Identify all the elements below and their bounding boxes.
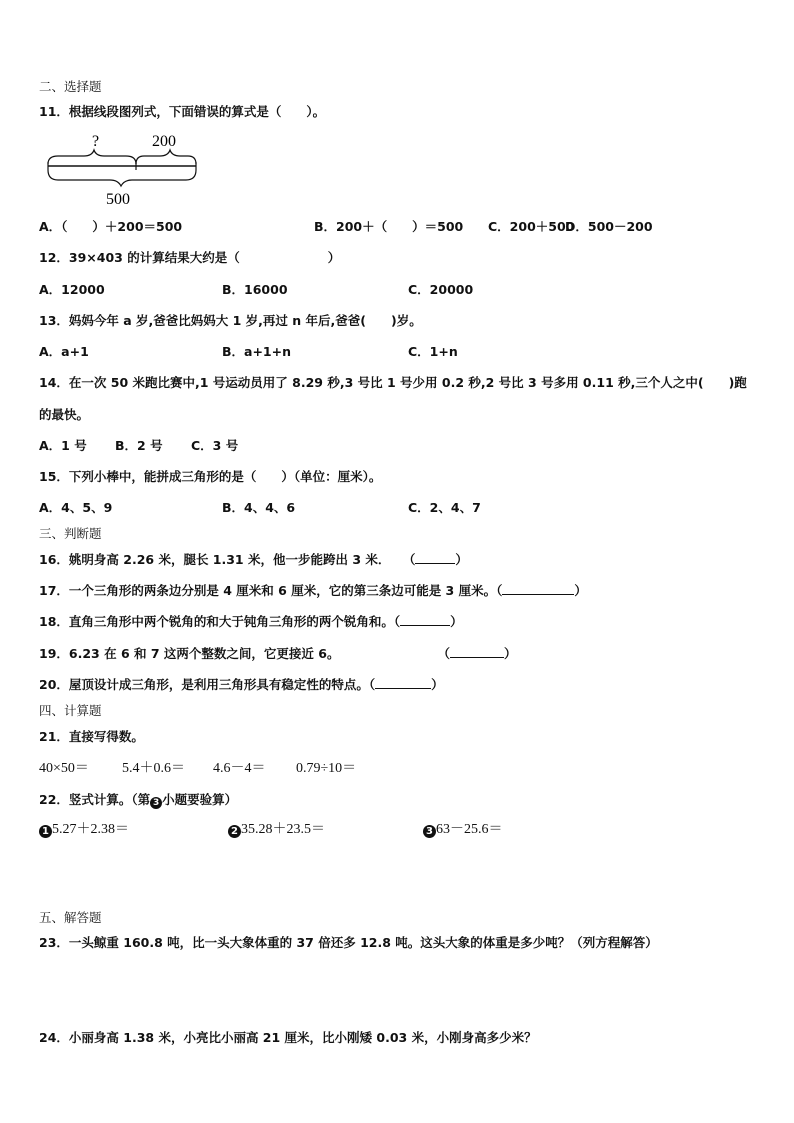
question-17: 17．一个三角形的两条边分别是 4 厘米和 6 厘米，它的第三条边可能是 3 厘米。（ ） (39, 583, 587, 598)
brace-part (136, 150, 196, 164)
q22-item-3: 3 63－25.6＝ (423, 822, 503, 838)
q15-option-b[interactable]: B．4、4、6 (222, 500, 296, 515)
section-heading-choice: 二、选择题 (39, 79, 102, 94)
q11-option-b[interactable]: B．200＋（ ）＝500 (314, 219, 464, 234)
question-12: 12．39×403 的计算结果大约是（ ） (39, 250, 341, 265)
q14-option-b[interactable]: B．2 号 (115, 438, 163, 453)
q21-item-4: 0.79÷10＝ (296, 761, 357, 776)
brace-unknown (48, 150, 136, 164)
diagram-part-label: 200 (152, 133, 176, 150)
answer-blank-18[interactable] (400, 614, 450, 626)
q15-option-a[interactable]: A．4、5、9 (39, 500, 113, 515)
q13-option-b[interactable]: B．a+1+n (222, 344, 292, 359)
line-segment-diagram (44, 128, 224, 208)
diagram-total-label: 500 (106, 191, 130, 208)
answer-blank-19[interactable] (450, 646, 504, 658)
q21-item-3: 4.6－4＝ (213, 761, 266, 776)
question-23: 23．一头鲸重 160.8 吨，比一头大象体重的 37 倍还多 12.8 吨。这头大象的体重是多少吨？（列方程解答） (39, 935, 658, 950)
question-14-cont: 的最快。 (39, 407, 90, 422)
question-22: 22．竖式计算。（第 3 小题要验算） (39, 792, 238, 808)
question-20: 20．屋顶设计成三角形，是利用三角形具有稳定性的特点。（ ） (39, 677, 444, 692)
section-heading-calc: 四、计算题 (39, 703, 102, 718)
question-13: 13．妈妈今年 a 岁,爸爸比妈妈大 1 岁,再过 n 年后,爸爸( )岁。 (39, 313, 422, 328)
q14-option-a[interactable]: A．1 号 (39, 438, 87, 453)
answer-blank-17[interactable] (502, 583, 574, 595)
question-15: 15．下列小棒中，能拼成三角形的是（ ）（单位：厘米）。 (39, 469, 382, 484)
answer-blank-20[interactable] (375, 677, 431, 689)
q12-option-b[interactable]: B．16000 (222, 282, 288, 297)
q22-item-2: 2 35.28＋23.5＝ (228, 822, 325, 838)
q11-option-a[interactable]: A．（ ）＋200＝500 (39, 219, 183, 234)
q22-item-1: 1 5.27＋2.38＝ (39, 822, 129, 838)
question-21: 21．直接写得数。 (39, 729, 144, 744)
q13-option-c[interactable]: C．1+n (408, 344, 458, 359)
brace-total (48, 170, 196, 186)
diagram-unknown-label: ? (92, 133, 100, 150)
section-heading-answer: 五、解答题 (39, 910, 102, 925)
question-11: 11．根据线段图列式，下面错误的算式是（ ）。 (39, 104, 326, 119)
q11-option-d[interactable]: D．500－200 (565, 219, 653, 234)
question-16: 16．姚明身高 2.26 米，腿长 1.31 米，他一步能跨出 3 米． （ ） (39, 552, 468, 567)
section-heading-judge: 三、判断题 (39, 526, 102, 541)
q15-option-c[interactable]: C．2、4、7 (408, 500, 481, 515)
q14-option-c[interactable]: C．3 号 (191, 438, 239, 453)
question-14: 14．在一次 50 米跑比赛中,1 号运动员用了 8.29 秒,3 号比 1 号少用 0.2 秒,2 号比 3 号多用 0.11 秒,三个人之中( )跑 (39, 375, 747, 390)
q12-option-a[interactable]: A．12000 (39, 282, 105, 297)
question-19: 19．6.23 在 6 和 7 这两个整数之间，它更接近 6。 （ ） (39, 646, 517, 661)
question-18: 18．直角三角形中两个锐角的和大于钝角三角形的两个锐角和。（ ） (39, 614, 463, 629)
q21-item-1: 40×50＝ (39, 761, 89, 776)
q12-option-c[interactable]: C．20000 (408, 282, 474, 297)
circled-number: 3 (150, 797, 162, 809)
q21-item-2: 5.4＋0.6＝ (122, 761, 185, 776)
q13-option-a[interactable]: A．a+1 (39, 344, 89, 359)
question-24: 24．小丽身高 1.38 米，小亮比小丽高 21 厘米，比小刚矮 0.03 米，小刚身高多少米？ (39, 1030, 537, 1045)
answer-blank-16[interactable] (415, 552, 455, 564)
q11-option-c[interactable]: C．200＋500 (488, 219, 575, 234)
